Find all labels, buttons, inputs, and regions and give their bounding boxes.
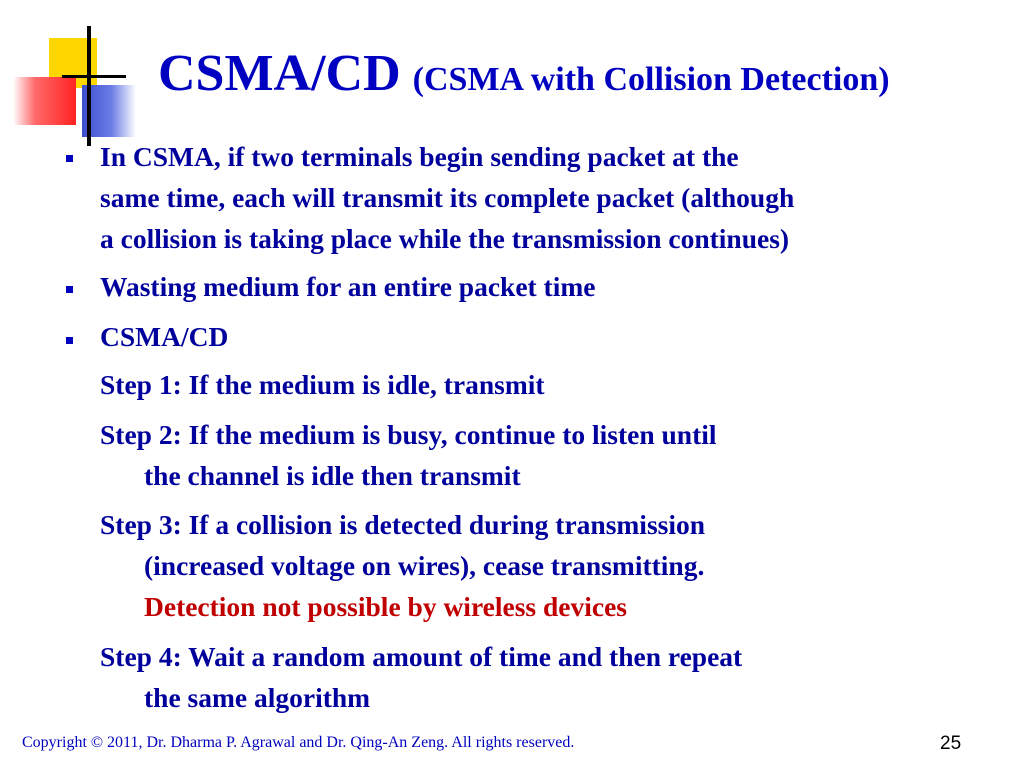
title-subtitle: (CSMA with Collision Detection)	[412, 61, 890, 98]
step-2-line-2: the channel is idle then transmit	[144, 460, 521, 491]
step-3-wireless-note: Detection not possible by wireless devices	[144, 591, 627, 622]
title-main: CSMA/CD	[158, 45, 401, 102]
step-2-line-1: Step 2: If the medium is busy, continue to listen until	[100, 419, 717, 450]
step-4-line-1: Step 4: Wait a random amount of time and then repeat	[100, 641, 743, 672]
logo-red-square	[13, 77, 76, 125]
bullet-3-text: CSMA/CD	[100, 321, 229, 352]
logo-horizontal-line	[62, 75, 126, 78]
bullet-marker	[66, 286, 73, 293]
bullet-1-line-3: a collision is taking place while the transmission continues)	[100, 223, 790, 254]
bullet-1-line-2: same time, each will transmit its complete packet (although	[100, 182, 795, 213]
bullet-marker	[66, 337, 73, 344]
page-number: 25	[940, 733, 962, 754]
step-3-line-1: Step 3: If a collision is detected during transmission	[100, 509, 706, 540]
slide-logo	[0, 0, 150, 160]
bullet-2-text: Wasting medium for an entire packet time	[100, 271, 596, 302]
step-1-text: Step 1: If the medium is idle, transmit	[100, 369, 545, 400]
copyright-footer: Copyright © 2011, Dr. Dharma P. Agrawal and Dr. Qing-An Zeng. All rights reserved.	[22, 734, 575, 751]
logo-vertical-line	[87, 26, 91, 146]
step-4-line-2: the same algorithm	[144, 682, 371, 713]
bullet-1-line-1: In CSMA, if two terminals begin sending packet at the	[100, 141, 739, 172]
slide-title	[158, 44, 890, 103]
bullet-marker	[66, 155, 73, 162]
step-3-line-2: (increased voltage on wires), cease transmitting.	[144, 550, 705, 581]
